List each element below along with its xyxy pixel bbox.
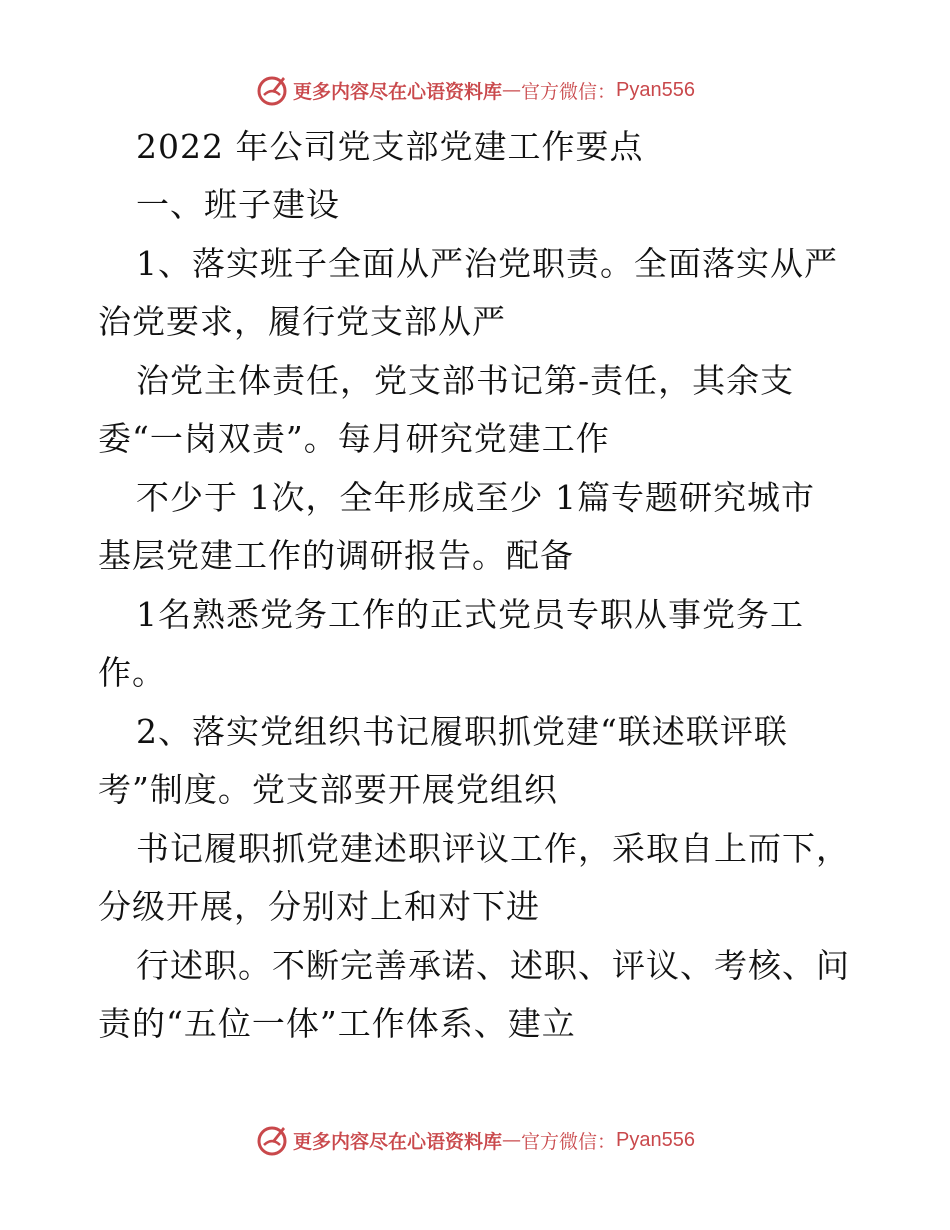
document-title: 2022 年公司党支部党建工作要点 [136,127,644,166]
header-wechat-label: 官方微信： [521,80,617,103]
book-quill-icon [255,1123,289,1157]
paragraph-line: 委“一岗双责”。每月研究党建工作 [98,419,610,458]
footer-wechat-label: 官方微信： [521,1130,617,1153]
paragraph-line: 基层党建工作的调研报告。配备 [98,536,574,575]
section-heading: 一、班子建设 [136,185,340,224]
paragraph-line: 治党主体责任，党支部书记第-责任，其余支 [136,361,795,400]
paragraph-line: 1、落实班子全面从严治党职责。全面落实从严 [136,244,838,283]
paragraph-line: 作。 [98,653,166,692]
header-wechat-id: Pyan556 [616,78,695,101]
header-banner [0,70,950,110]
paragraph-line: 1名熟悉党务工作的正式党员专职从事党务工 [136,595,804,634]
paragraph-line: 考”制度。党支部要开展党组织 [98,770,558,809]
footer-wechat-id: Pyan556 [616,1128,695,1151]
footer-banner [0,1120,950,1160]
paragraph-line: 书记履职抓党建述职评议工作，采取自上而下， [136,829,850,868]
book-quill-icon [255,73,289,107]
paragraph-line: 2、落实党组织书记履职抓党建“联述联评联 [136,712,788,751]
paragraph-line: 行述职。不断完善承诺、述职、评议、考核、问 [136,946,850,985]
footer-separator: — [502,1129,522,1151]
paragraph-line: 不少于 1次，全年形成至少 1篇专题研究城市 [136,478,815,517]
paragraph-line: 分级开展，分别对上和对下进 [98,887,540,926]
header-slogan: 更多内容尽在心语资料库 [293,80,503,103]
footer-slogan: 更多内容尽在心语资料库 [293,1130,503,1153]
paragraph-line: 责的“五位一体”工作体系、建立 [98,1004,576,1043]
paragraph-line: 治党要求，履行党支部从严 [98,302,506,341]
header-separator: — [502,79,522,101]
